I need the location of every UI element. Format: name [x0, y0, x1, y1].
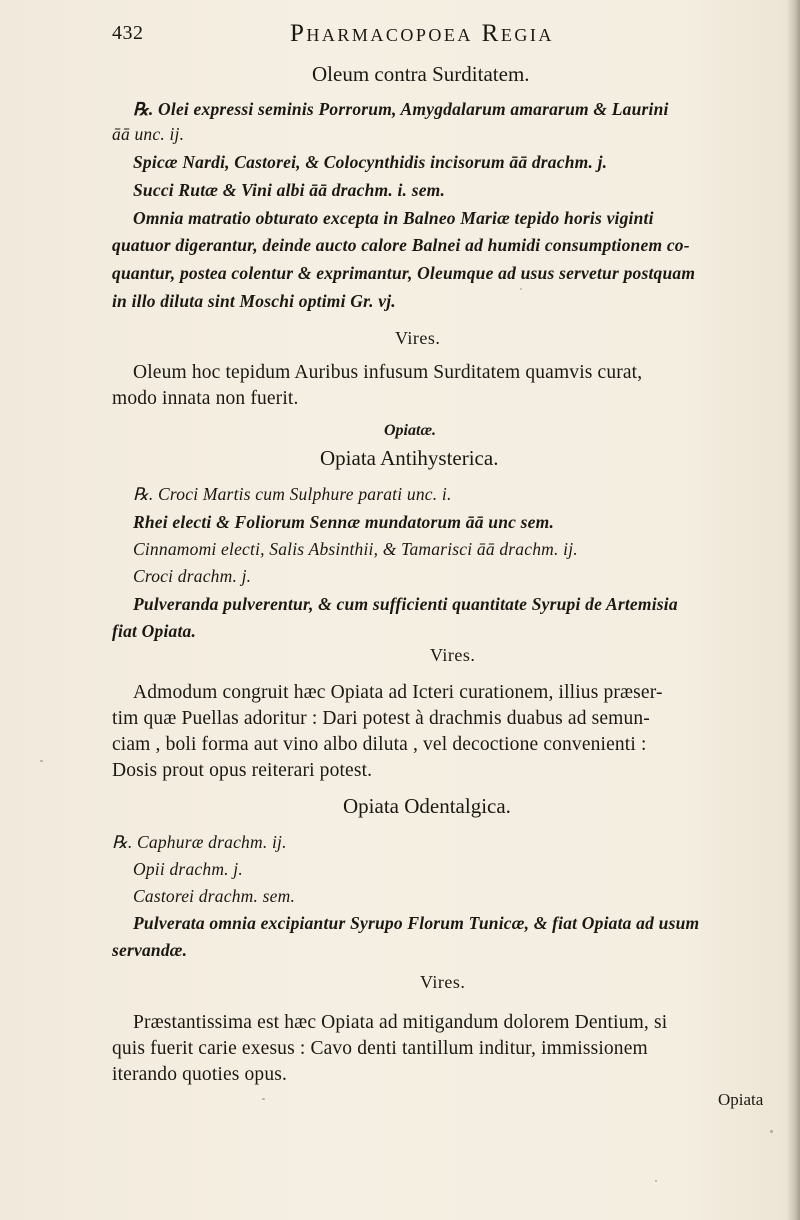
vires-text-line: Dosis prout opus reiterari potest.: [112, 760, 373, 781]
vires-text-line: Admodum congruit hæc Opiata ad Icteri curationem, illius præser-: [133, 682, 663, 703]
vires-label: Vires.: [395, 328, 441, 348]
vires-text-line: Præstantissima est hæc Opiata ad mitigandum dolorem Dentium, si: [133, 1012, 668, 1033]
recipe-line: servandæ.: [112, 940, 188, 960]
recipe-line: Pulverata omnia excipiantur Syrupo Florum Tunicæ, & fiat Opiata ad usum: [133, 913, 700, 933]
recipe-line: Spicæ Nardi, Castorei, & Colocynthidis incisorum āā drachm. j.: [133, 152, 608, 172]
paper-speck: [262, 1098, 265, 1100]
recipe-line: Pulveranda pulverentur, & cum sufficienti quantitate Syrupi de Artemisia: [133, 594, 678, 614]
vires-text-line: tim quæ Puellas adoritur : Dari potest à drachmis duabus ad semun-: [112, 708, 650, 729]
paper-speck: [655, 1180, 657, 1182]
section-title: Oleum contra Surditatem.: [312, 62, 530, 86]
paper-speck: [770, 1130, 773, 1133]
recipe-line: āā unc. ij.: [112, 124, 185, 144]
recipe-line: Opii drachm. j.: [133, 859, 243, 879]
running-title: Pharmacopoea Regia: [290, 20, 554, 47]
vires-label: Vires.: [420, 972, 466, 992]
recipe-line: fiat Opiata.: [112, 621, 197, 641]
section-subtitle: Opiatæ.: [384, 422, 436, 439]
recipe-line: in illo diluta sint Moschi optimi Gr. vj.: [112, 291, 396, 311]
catchword: Opiata: [718, 1090, 764, 1109]
vires-text-line: quis fuerit carie exesus : Cavo denti tantillum inditur, immissionem: [112, 1038, 648, 1059]
recipe-line: Omnia matratio obturato excepta in Balneo Mariæ tepido horis viginti: [133, 208, 654, 228]
recipe-line: Succi Rutæ & Vini albi āā drachm. i. sem.: [133, 180, 446, 200]
section-title: Opiata Antihysterica.: [320, 446, 499, 470]
paper-speck: [40, 760, 43, 762]
page-number: 432: [112, 22, 144, 44]
paper-speck: [520, 288, 522, 290]
section-title: Opiata Odentalgica.: [343, 794, 511, 818]
vires-text-line: ciam , boli forma aut vino albo diluta , vel decoctione convenienti :: [112, 734, 647, 755]
page-spine-shadow: [786, 0, 800, 1220]
recipe-line: ℞. Croci Martis cum Sulphure parati unc. i.: [133, 484, 452, 504]
recipe-line: Croci drachm. j.: [133, 566, 252, 586]
recipe-line: quatuor digerantur, deinde aucto calore Balnei ad humidi consumptionem co-: [112, 235, 690, 255]
vires-text-line: iterando quoties opus.: [112, 1064, 287, 1085]
recipe-line: Cinnamomi electi, Salis Absinthii, & Tamarisci āā drachm. ij.: [133, 539, 578, 559]
vires-text-line: modo innata non fuerit.: [112, 388, 299, 409]
page-header: [0, 22, 800, 52]
recipe-line: Castorei drachm. sem.: [133, 886, 296, 906]
recipe-line: ℞. Olei expressi seminis Porrorum, Amygdalarum amararum & Laurini: [133, 99, 669, 119]
recipe-line: quantur, postea colentur & exprimantur, Oleumque ad usus servetur postquam: [112, 263, 696, 283]
recipe-line: ℞. Caphuræ drachm. ij.: [112, 832, 287, 852]
vires-label: Vires.: [430, 645, 476, 665]
recipe-line: Rhei electi & Foliorum Sennæ mundatorum āā unc sem.: [133, 512, 555, 532]
vires-text-line: Oleum hoc tepidum Auribus infusum Surditatem quamvis curat,: [133, 362, 643, 383]
